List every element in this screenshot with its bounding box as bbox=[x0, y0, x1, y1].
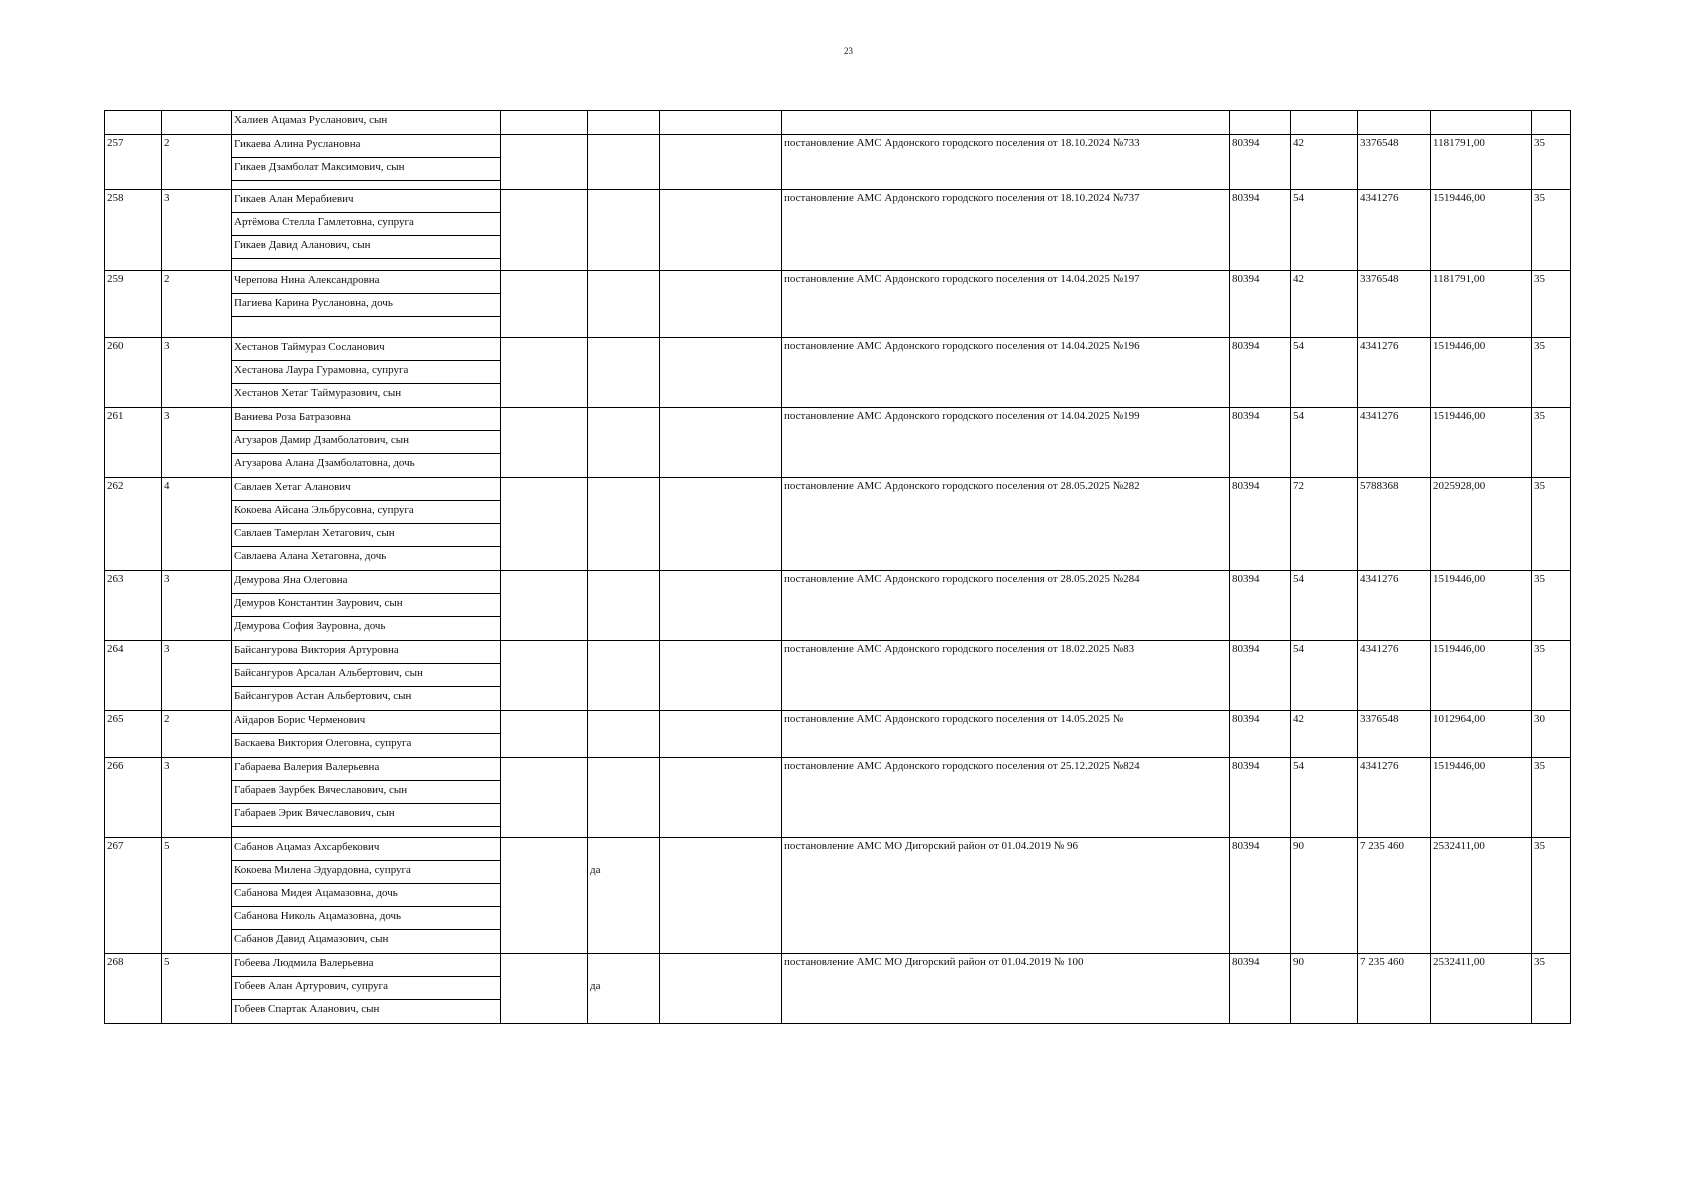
family-size-cell: 3 bbox=[162, 758, 232, 838]
family-members-cell bbox=[232, 408, 501, 478]
empty-cell bbox=[660, 408, 782, 478]
row-number-cell: 262 bbox=[105, 478, 162, 571]
subsidy-cell bbox=[1431, 111, 1532, 135]
code-cell: 80394 bbox=[1230, 478, 1291, 571]
family-member-name: Пагиева Карина Руслановна, дочь bbox=[232, 294, 500, 317]
flag-cell bbox=[588, 641, 660, 711]
flag-value: да bbox=[590, 980, 601, 992]
flag-cell bbox=[588, 190, 660, 271]
code-cell: 80394 bbox=[1230, 338, 1291, 408]
table-row bbox=[105, 271, 1571, 338]
row-number-cell bbox=[105, 111, 162, 135]
family-members-cell bbox=[232, 954, 501, 1024]
family-size-cell: 3 bbox=[162, 190, 232, 271]
row-spacer bbox=[232, 181, 500, 189]
subsidy-cell: 1519446,00 bbox=[1431, 571, 1532, 641]
area-cell: 90 bbox=[1291, 954, 1358, 1024]
code-cell: 80394 bbox=[1230, 954, 1291, 1024]
family-member-name: Савлаев Тамерлан Хетагович, сын bbox=[232, 524, 500, 547]
family-members-cell bbox=[232, 711, 501, 758]
flag-cell bbox=[588, 478, 660, 571]
family-member-name: Ваниева Роза Батразовна bbox=[232, 408, 500, 431]
table-row bbox=[105, 758, 1571, 838]
empty-cell bbox=[660, 111, 782, 135]
family-size-cell bbox=[162, 111, 232, 135]
family-member-name: Гобеев Алан Артурович, супруга bbox=[232, 977, 500, 1000]
total-cost-cell: 7 235 460 bbox=[1358, 954, 1431, 1024]
table-row bbox=[105, 954, 1571, 1024]
flag-cell bbox=[588, 571, 660, 641]
empty-cell bbox=[660, 711, 782, 758]
family-member-name: Баскаева Виктория Олеговна, супруга bbox=[234, 737, 412, 749]
flag-value bbox=[588, 954, 659, 977]
total-cost-cell: 4341276 bbox=[1358, 190, 1431, 271]
empty-cell bbox=[660, 954, 782, 1024]
family-member-name: Кокоева Милена Эдуардовна, супруга bbox=[232, 861, 500, 884]
percent-cell: 35 bbox=[1532, 190, 1571, 271]
family-member-name: Сабанов Ацамаз Ахсарбекович bbox=[232, 838, 500, 861]
family-member-name: Хестанов Хетаг Таймуразович, сын bbox=[234, 387, 402, 399]
family-member-name: Сабанова Николь Ацамазовна, дочь bbox=[232, 907, 500, 930]
empty-cell bbox=[660, 478, 782, 571]
percent-cell: 35 bbox=[1532, 954, 1571, 1024]
code-cell: 80394 bbox=[1230, 641, 1291, 711]
total-cost-cell: 4341276 bbox=[1358, 758, 1431, 838]
empty-cell bbox=[501, 954, 588, 1024]
empty-cell bbox=[660, 838, 782, 954]
row-number-cell: 263 bbox=[105, 571, 162, 641]
decree-cell: постановление АМС МО Дигорский район от 01.04.2019 № 100 bbox=[782, 954, 1230, 1024]
family-member-name: Гикаев Давид Аланович, сын bbox=[232, 236, 500, 259]
flag-cell bbox=[588, 111, 660, 135]
empty-cell bbox=[501, 571, 588, 641]
decree-cell: постановление АМС Ардонского городского поселения от 18.10.2024 №737 bbox=[782, 190, 1230, 271]
decree-cell bbox=[782, 111, 1230, 135]
area-cell: 54 bbox=[1291, 338, 1358, 408]
family-member-name: Габараев Заурбек Вячеславович, сын bbox=[232, 781, 500, 804]
area-cell: 42 bbox=[1291, 135, 1358, 190]
family-member-name: Артёмова Стелла Гамлетовна, супруга bbox=[232, 213, 500, 236]
empty-cell bbox=[660, 758, 782, 838]
area-cell bbox=[1291, 111, 1358, 135]
family-member-name: Хестанова Лаура Гурамовна, супруга bbox=[232, 361, 500, 384]
family-member-name: Гикаева Алина Руслановна bbox=[232, 135, 500, 158]
family-size-cell: 5 bbox=[162, 838, 232, 954]
decree-cell: постановление АМС Ардонского городского поселения от 18.10.2024 №733 bbox=[782, 135, 1230, 190]
row-number-cell: 259 bbox=[105, 271, 162, 338]
area-cell: 54 bbox=[1291, 190, 1358, 271]
code-cell: 80394 bbox=[1230, 190, 1291, 271]
family-member-name: Агузарова Алана Дзамболатовна, дочь bbox=[234, 457, 415, 469]
flag-cell bbox=[588, 711, 660, 758]
family-members-cell bbox=[232, 111, 501, 135]
total-cost-cell: 3376548 bbox=[1358, 135, 1431, 190]
total-cost-cell: 4341276 bbox=[1358, 338, 1431, 408]
empty-cell bbox=[501, 838, 588, 954]
area-cell: 42 bbox=[1291, 711, 1358, 758]
family-members-cell bbox=[232, 641, 501, 711]
table-row bbox=[105, 190, 1571, 271]
flag-cell bbox=[588, 135, 660, 190]
flag-cell bbox=[588, 954, 660, 1024]
total-cost-cell: 4341276 bbox=[1358, 571, 1431, 641]
family-size-cell: 3 bbox=[162, 571, 232, 641]
row-number-cell: 265 bbox=[105, 711, 162, 758]
row-number-cell: 261 bbox=[105, 408, 162, 478]
family-member-name: Савлаев Хетаг Аланович bbox=[232, 478, 500, 501]
decree-cell: постановление АМС Ардонского городского поселения от 14.04.2025 №199 bbox=[782, 408, 1230, 478]
family-member-name: Черепова Нина Александровна bbox=[232, 271, 500, 294]
family-members-cell bbox=[232, 135, 501, 190]
area-cell: 54 bbox=[1291, 641, 1358, 711]
empty-cell bbox=[501, 111, 588, 135]
total-cost-cell: 7 235 460 bbox=[1358, 838, 1431, 954]
family-members-cell bbox=[232, 190, 501, 271]
family-size-cell: 2 bbox=[162, 711, 232, 758]
subsidy-cell: 2025928,00 bbox=[1431, 478, 1532, 571]
row-number-cell: 257 bbox=[105, 135, 162, 190]
code-cell: 80394 bbox=[1230, 271, 1291, 338]
percent-cell: 35 bbox=[1532, 478, 1571, 571]
family-member-name: Савлаева Алана Хетаговна, дочь bbox=[234, 550, 387, 562]
family-member-name: Байсангуров Астан Альбертович, сын bbox=[234, 690, 412, 702]
percent-cell: 35 bbox=[1532, 571, 1571, 641]
area-cell: 54 bbox=[1291, 408, 1358, 478]
table-row bbox=[105, 135, 1571, 190]
decree-cell: постановление АМС Ардонского городского поселения от 25.12.2025 №824 bbox=[782, 758, 1230, 838]
percent-cell: 35 bbox=[1532, 408, 1571, 478]
family-member-name: Габараев Эрик Вячеславович, сын bbox=[232, 804, 500, 827]
empty-cell bbox=[660, 571, 782, 641]
family-size-cell: 3 bbox=[162, 338, 232, 408]
empty-cell bbox=[501, 135, 588, 190]
subsidy-cell: 1519446,00 bbox=[1431, 338, 1532, 408]
decree-cell: постановление АМС Ардонского городского поселения от 14.04.2025 №196 bbox=[782, 338, 1230, 408]
table-row bbox=[105, 571, 1571, 641]
percent-cell: 35 bbox=[1532, 838, 1571, 954]
decree-cell: постановление АМС Ардонского городского поселения от 28.05.2025 №282 bbox=[782, 478, 1230, 571]
area-cell: 42 bbox=[1291, 271, 1358, 338]
flag-cell bbox=[588, 838, 660, 954]
code-cell: 80394 bbox=[1230, 408, 1291, 478]
row-number-cell: 267 bbox=[105, 838, 162, 954]
empty-cell bbox=[660, 641, 782, 711]
flag-cell bbox=[588, 758, 660, 838]
row-spacer bbox=[232, 827, 500, 837]
percent-cell: 35 bbox=[1532, 271, 1571, 338]
family-member-name: Гобеев Спартак Аланович, сын bbox=[234, 1003, 380, 1015]
total-cost-cell: 3376548 bbox=[1358, 271, 1431, 338]
family-member-name: Айдаров Борис Черменович bbox=[232, 711, 500, 734]
total-cost-cell: 3376548 bbox=[1358, 711, 1431, 758]
code-cell: 80394 bbox=[1230, 758, 1291, 838]
page-number: 23 bbox=[844, 46, 853, 56]
empty-cell bbox=[501, 338, 588, 408]
row-number-cell: 264 bbox=[105, 641, 162, 711]
family-size-cell: 2 bbox=[162, 271, 232, 338]
row-number-cell: 258 bbox=[105, 190, 162, 271]
flag-value: да bbox=[590, 864, 601, 876]
family-size-cell: 3 bbox=[162, 641, 232, 711]
family-member-name: Демурова Яна Олеговна bbox=[232, 571, 500, 594]
row-spacer bbox=[232, 317, 500, 337]
family-members-cell bbox=[232, 571, 501, 641]
table-row bbox=[105, 478, 1571, 571]
percent-cell: 35 bbox=[1532, 135, 1571, 190]
empty-cell bbox=[501, 408, 588, 478]
row-number-cell: 268 bbox=[105, 954, 162, 1024]
empty-cell bbox=[660, 190, 782, 271]
flag-value bbox=[588, 838, 659, 861]
family-member-name: Сабанова Мидея Ацамазовна, дочь bbox=[232, 884, 500, 907]
family-members-cell bbox=[232, 838, 501, 954]
area-cell: 54 bbox=[1291, 571, 1358, 641]
flag-cell bbox=[588, 338, 660, 408]
subsidy-cell: 1181791,00 bbox=[1431, 271, 1532, 338]
family-member-name: Демурова София Зауровна, дочь bbox=[234, 620, 386, 632]
decree-cell: постановление АМС Ардонского городского поселения от 14.05.2025 № bbox=[782, 711, 1230, 758]
empty-cell bbox=[660, 338, 782, 408]
decree-cell: постановление АМС Ардонского городского поселения от 14.04.2025 №197 bbox=[782, 271, 1230, 338]
table-row bbox=[105, 641, 1571, 711]
percent-cell: 35 bbox=[1532, 758, 1571, 838]
empty-cell bbox=[501, 478, 588, 571]
family-size-cell: 5 bbox=[162, 954, 232, 1024]
empty-cell bbox=[660, 271, 782, 338]
decree-cell: постановление АМС МО Дигорский район от 01.04.2019 № 96 bbox=[782, 838, 1230, 954]
family-member-name: Хестанов Таймураз Сосланович bbox=[232, 338, 500, 361]
total-cost-cell: 4341276 bbox=[1358, 641, 1431, 711]
empty-cell bbox=[660, 135, 782, 190]
percent-cell bbox=[1532, 111, 1571, 135]
table-row bbox=[105, 408, 1571, 478]
total-cost-cell bbox=[1358, 111, 1431, 135]
row-number-cell: 260 bbox=[105, 338, 162, 408]
family-members-cell bbox=[232, 478, 501, 571]
area-cell: 54 bbox=[1291, 758, 1358, 838]
decree-cell: постановление АМС Ардонского городского поселения от 18.02.2025 №83 bbox=[782, 641, 1230, 711]
subsidy-cell: 1519446,00 bbox=[1431, 190, 1532, 271]
family-size-cell: 2 bbox=[162, 135, 232, 190]
table-row bbox=[105, 338, 1571, 408]
area-cell: 72 bbox=[1291, 478, 1358, 571]
subsidy-cell: 1519446,00 bbox=[1431, 408, 1532, 478]
family-members-cell bbox=[232, 271, 501, 338]
subsidy-cell: 1181791,00 bbox=[1431, 135, 1532, 190]
total-cost-cell: 5788368 bbox=[1358, 478, 1431, 571]
empty-cell bbox=[501, 711, 588, 758]
percent-cell: 30 bbox=[1532, 711, 1571, 758]
table-body bbox=[105, 111, 1571, 1024]
code-cell: 80394 bbox=[1230, 135, 1291, 190]
family-member-name: Габараева Валерия Валерьевна bbox=[232, 758, 500, 781]
code-cell bbox=[1230, 111, 1291, 135]
empty-cell bbox=[501, 190, 588, 271]
code-cell: 80394 bbox=[1230, 838, 1291, 954]
row-number-cell: 266 bbox=[105, 758, 162, 838]
family-size-cell: 3 bbox=[162, 408, 232, 478]
empty-cell bbox=[501, 758, 588, 838]
family-size-cell: 4 bbox=[162, 478, 232, 571]
flag-cell bbox=[588, 271, 660, 338]
family-members-cell bbox=[232, 758, 501, 838]
family-members-cell bbox=[232, 338, 501, 408]
family-member-name: Гикаев Алан Мерабиевич bbox=[232, 190, 500, 213]
percent-cell: 35 bbox=[1532, 338, 1571, 408]
family-member-name: Халиев Ацамаз Русланович, сын bbox=[234, 114, 388, 126]
total-cost-cell: 4341276 bbox=[1358, 408, 1431, 478]
code-cell: 80394 bbox=[1230, 711, 1291, 758]
family-member-name: Демуров Константин Заурович, сын bbox=[232, 594, 500, 617]
row-spacer bbox=[232, 259, 500, 270]
empty-cell bbox=[501, 271, 588, 338]
family-member-name: Сабанов Давид Ацамазович, сын bbox=[234, 933, 389, 945]
family-member-name: Агузаров Дамир Дзамболатович, сын bbox=[232, 431, 500, 454]
registry-table bbox=[104, 110, 1571, 1024]
percent-cell: 35 bbox=[1532, 641, 1571, 711]
subsidy-cell: 2532411,00 bbox=[1431, 954, 1532, 1024]
area-cell: 90 bbox=[1291, 838, 1358, 954]
table-row bbox=[105, 711, 1571, 758]
subsidy-cell: 1012964,00 bbox=[1431, 711, 1532, 758]
subsidy-cell: 2532411,00 bbox=[1431, 838, 1532, 954]
table-row bbox=[105, 111, 1571, 135]
family-member-name: Гобеева Людмила Валерьевна bbox=[232, 954, 500, 977]
subsidy-cell: 1519446,00 bbox=[1431, 641, 1532, 711]
code-cell: 80394 bbox=[1230, 571, 1291, 641]
family-member-name: Гикаев Дзамболат Максимович, сын bbox=[232, 158, 500, 181]
table-row bbox=[105, 838, 1571, 954]
family-member-name: Байсангуров Арсалан Альбертович, сын bbox=[232, 664, 500, 687]
empty-cell bbox=[501, 641, 588, 711]
decree-cell: постановление АМС Ардонского городского поселения от 28.05.2025 №284 bbox=[782, 571, 1230, 641]
subsidy-cell: 1519446,00 bbox=[1431, 758, 1532, 838]
registry-table-wrapper bbox=[104, 110, 1570, 1024]
flag-cell bbox=[588, 408, 660, 478]
family-member-name: Байсангурова Виктория Артуровна bbox=[232, 641, 500, 664]
family-member-name: Кокоева Айсана Эльбрусовна, супруга bbox=[232, 501, 500, 524]
